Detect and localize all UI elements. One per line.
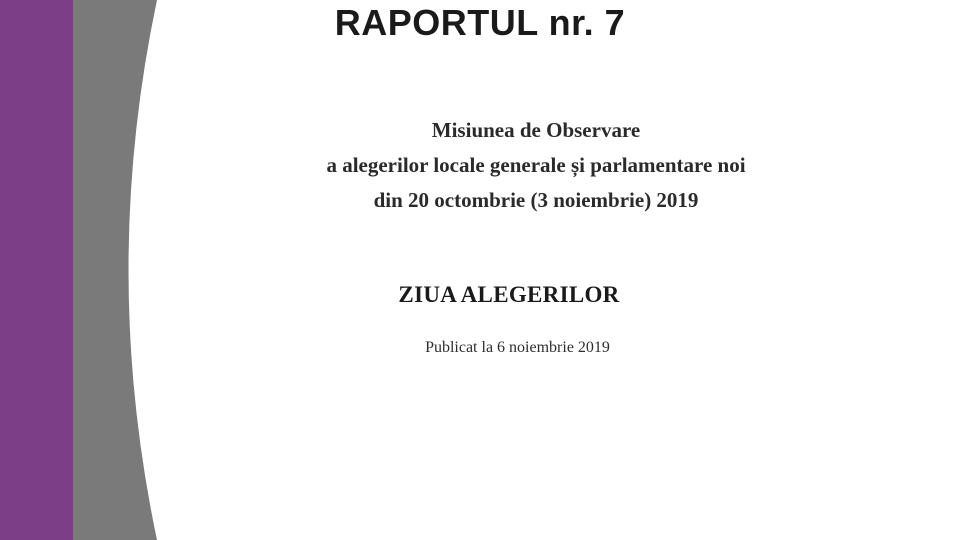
mission-subtitle <box>0 113 960 218</box>
publication-date: Publicat la 6 noiembrie 2019 <box>425 339 610 356</box>
purple-band <box>0 0 73 540</box>
subtitle-line-2: a alegerilor locale generale și parlamentare noi <box>326 153 746 177</box>
gray-curved-band <box>73 0 157 540</box>
decorative-side-bands <box>0 0 170 540</box>
subtitle-line-1: Misiunea de Observare <box>431 118 641 142</box>
section-heading: ZIUA ALEGERILOR <box>398 282 620 307</box>
report-title: RAPORTUL nr. 7 <box>334 2 626 43</box>
subtitle-line-3: din 20 octombrie (3 noiembrie) 2019 <box>373 188 699 212</box>
